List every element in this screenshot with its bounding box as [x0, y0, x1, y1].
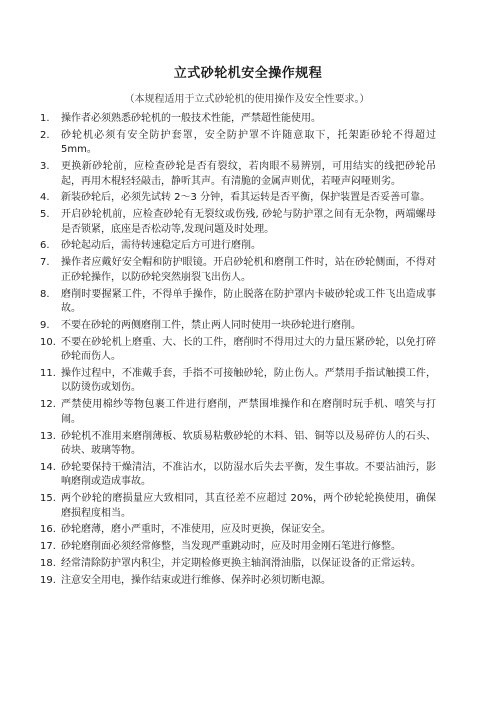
rule-text: 砂轮机必须有安全防护套罩，安全防护罩不许随意取下，托架距砂轮不得超过 5mm。: [61, 129, 436, 156]
rule-text: 不要在砂轮机上磨重、大、长的工件，磨削时不得用过大的力量压紧砂轮，以免打碎砂轮而伤人。: [61, 336, 436, 363]
rule-item: [40, 523, 436, 538]
rule-number: 4.: [40, 192, 50, 204]
rule-text: 砂轮起动后，需待转速稳定后方可进行磨削。: [61, 240, 261, 252]
rule-item: [40, 398, 436, 427]
rule-text: 注意安全用电，操作结束或进行维修、保养时必须切断电源。: [61, 574, 331, 586]
rule-text: 经常清除防护罩内积尘，并定期检修更换主轴润滑油脂，以保证设备的正常运转。: [61, 558, 421, 570]
rule-item: [40, 367, 436, 396]
rule-item: [40, 492, 436, 521]
rule-text: 砂轮机不准用来磨削薄板、软质易粘敷砂轮的木料、铝、铜等以及易碎仿人的石头、砖块、玻璃等物。: [61, 430, 436, 457]
rule-number: 5.: [40, 209, 50, 221]
rule-text: 不要在砂轮的两侧磨削工件，禁止两人同时使用一块砂轮进行磨削。: [61, 319, 361, 331]
rule-text: 操作过程中，不准戴手套，手指不可接触砂轮，防止伤人。严禁用手指试触摸工件，以防烫伤或划伤。: [61, 367, 436, 394]
rule-number: 13.: [40, 430, 56, 442]
rule-text: 开启砂轮机前，应检查砂轮有无裂纹或伤残, 砂轮与防护罩之间有无杂物，两端螺母是否锁紧，底座是否松动等,发现问题及时处理。: [61, 209, 436, 235]
document-title: 立式砂轮机安全操作规程: [173, 66, 323, 81]
rule-number: 17.: [40, 541, 56, 553]
rule-number: 6.: [40, 240, 50, 252]
rule-text: 两个砂轮的磨损量应大致相同，其直径差不应超过 20%，两个砂轮轮换使用，确保磨损程度相当。: [61, 493, 436, 519]
rule-number: 2.: [40, 129, 50, 141]
rule-text: 严禁使用棉纱等物包裹工件进行磨削，严禁围堆操作和在磨削时玩手机、嘻笑与打闹。: [61, 399, 436, 425]
rule-text: 砂轮磨薄，磨小严重时，不准使用，应及时更换，保证安全。: [61, 524, 331, 536]
rule-text: 更换新砂轮前，应检查砂轮是否有裂纹，若肉眼不易辨别，可用结实的线把砂轮吊起，再用木棍轻轻敲击，静听其声。有清脆的金属声则优，若哑声闷哑则劣。: [61, 161, 436, 187]
rule-item: [40, 430, 436, 459]
rule-number: 15.: [40, 493, 56, 505]
rule-item: [40, 256, 436, 285]
rule-item: [40, 461, 436, 490]
rule-item: [40, 288, 436, 317]
document-subtitle: （本规程适用于立式砂轮机的使用操作及安全性要求。）: [124, 94, 370, 105]
rule-item: [40, 129, 436, 158]
rule-number: 12.: [40, 399, 56, 411]
rule-number: 14.: [40, 461, 56, 473]
rule-text: 砂轮要保持干燥清洁，不准沾水，以防湿水后失去平衡，发生事故。不要沾油污，影响磨削或造成事故。: [61, 461, 436, 488]
rule-item: [40, 160, 436, 189]
rule-number: 8.: [40, 288, 50, 300]
rule-text: 磨削时要握紧工件，不得单手操作，防止脱落在防护罩内卡破砂轮或工件飞出造成事故。: [61, 288, 436, 315]
rule-item: [40, 208, 436, 237]
rule-item: [40, 336, 436, 365]
rule-item: [40, 574, 436, 589]
rule-number: 11.: [40, 367, 56, 379]
rule-text: 操作者必须熟悉砂轮机的一般技术性能，严禁超性能使用。: [61, 113, 321, 124]
rule-text: 新装砂轮后，必须先试转 2～3 分钟，看其运转是否平衡，保护装置是否妥善可靠。: [61, 192, 431, 204]
rule-item: [40, 557, 436, 572]
rule-number: 9.: [40, 319, 50, 331]
rule-number: 16.: [40, 524, 56, 536]
rule-text: 砂轮磨削面必须经常修整，当发现严重跳动时，应及时用金刚石笔进行修整。: [61, 541, 401, 553]
rule-item: [40, 239, 436, 254]
rule-number: 3.: [40, 161, 50, 173]
rule-item: [40, 112, 436, 127]
rule-number: 10.: [40, 336, 56, 348]
rule-item: [40, 319, 436, 334]
rule-number: 1.: [40, 113, 50, 124]
rule-text: 操作者应戴好安全帽和防护眼镜。开启砂轮机和磨削工件时，站在砂轮侧面，不得对正砂轮操作，以防砂轮突然崩裂飞出伤人。: [61, 257, 436, 283]
rule-item: [40, 191, 436, 206]
rule-number: 7.: [40, 257, 50, 269]
rules-list: [40, 112, 436, 588]
rule-number: 18.: [40, 558, 56, 570]
rule-number: 19.: [40, 574, 56, 586]
rule-item: [40, 540, 436, 555]
